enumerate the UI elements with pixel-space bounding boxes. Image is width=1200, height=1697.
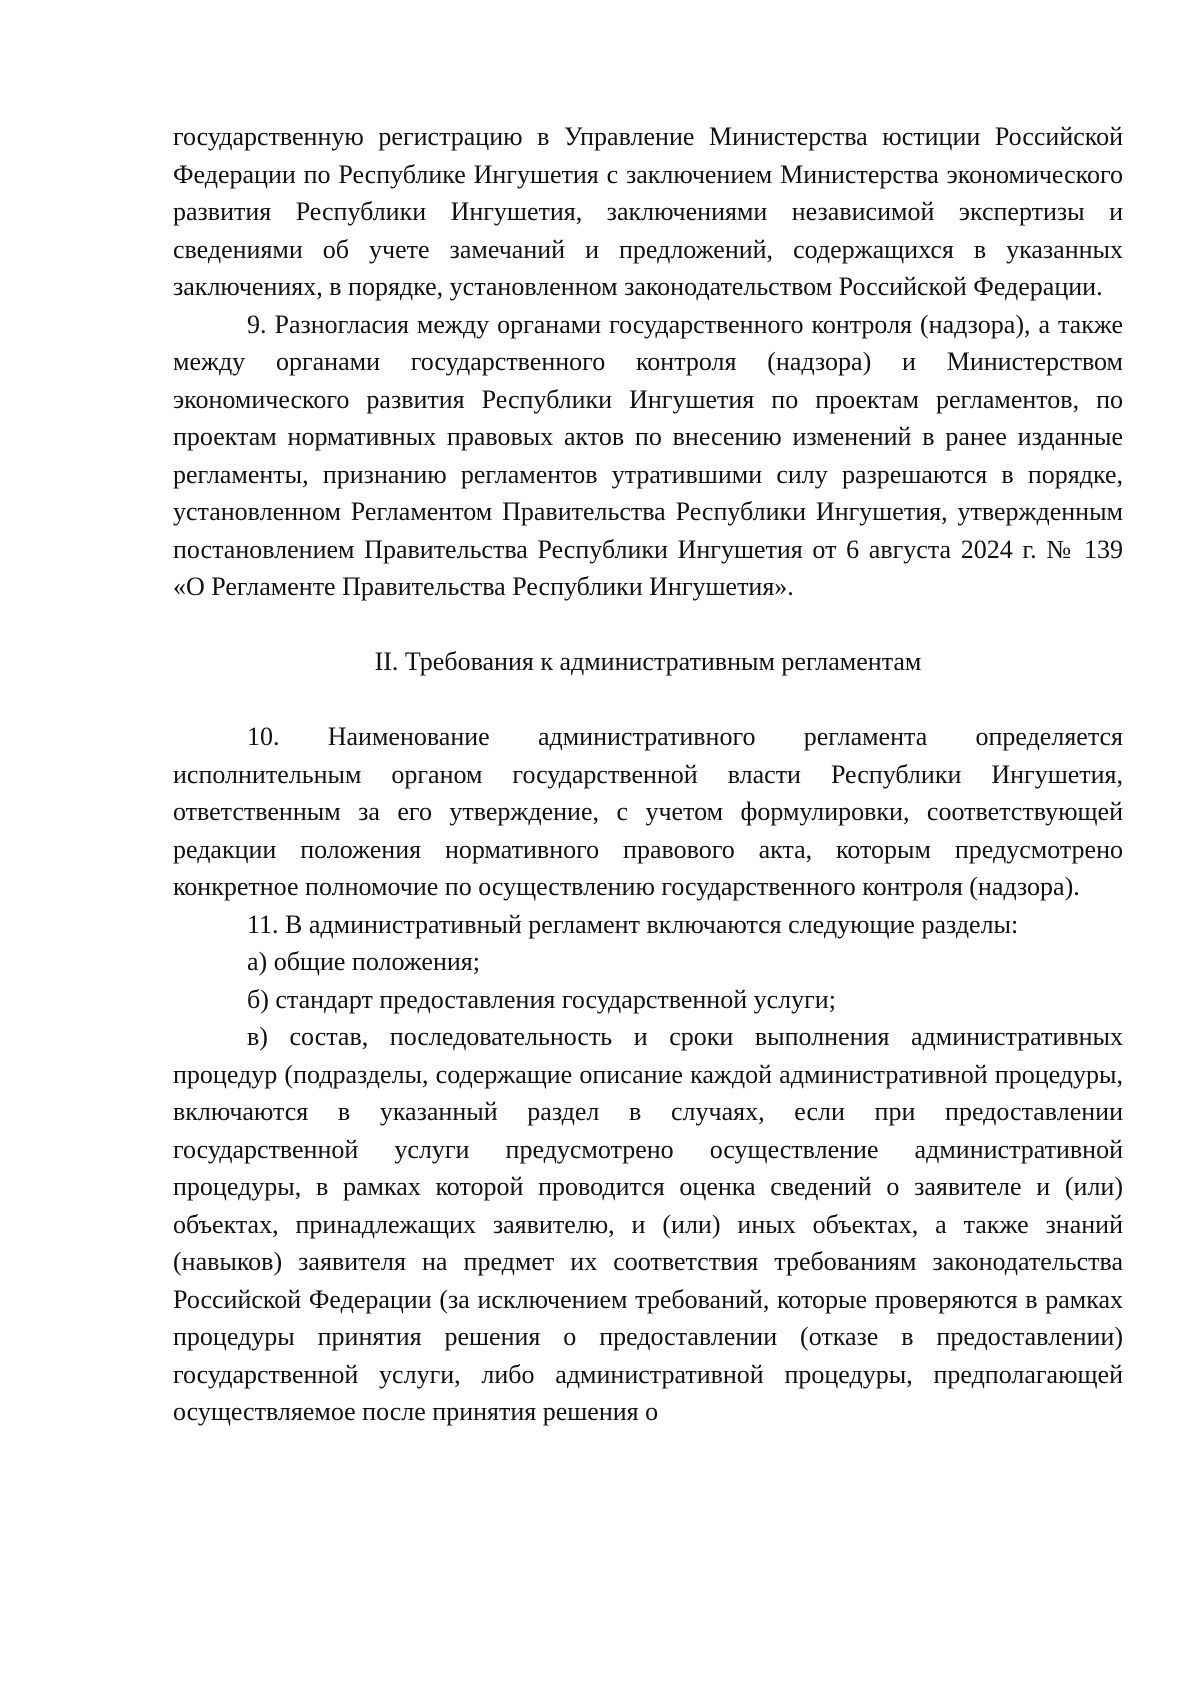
section-heading: II. Требования к административным регламентам: [374, 646, 922, 676]
paragraph-11: 11. В административный регламент включаются следующие разделы:: [247, 909, 1019, 939]
paragraph-9: 9. Разногласия между органами государственного контроля (надзора), а также между органами государственного контроля (надзора) и Министерством экономического развития Республики Ингушетия по проектам регламентов, по проектам нормативных правовых актов по внесению изменений в ранее изданные регламенты, признанию регламентов утратившими силу разрешаются в порядке, установленном Регламентом Правительства Республики Ингушетия, утвержденным постановлением Правительства Республики Ингушетия от 6 августа 2024 г. № 139 «О Регламенте Правительства Республики Ингушетия».: [173, 309, 1123, 601]
paragraph-11-v: в) состав, последовательность и сроки выполнения административных процедур (подразделы, содержащие описание каждой административной процедуры, включаются в указанный раздел в случаях, если при предоставлении государственной услуги предусмотрено осуществление административной процедуры, в рамках которой проводится оценка сведений о заявителе и (или) объектах, принадлежащих заявителю, и (или) иных объектах, а также знаний (навыков) заявителя на предмет их соответствия требованиям законодательства Российской Федерации (за исключением требований, которые проверяются в рамках процедуры принятия решения о предоставлении (отказе в предоставлении) государственной услуги, либо административной процедуры, предполагающей осуществляемое после принятия решения о: [173, 1022, 1123, 1426]
paragraph-11-b: б) стандарт предоставления государственной услуги;: [247, 984, 836, 1014]
paragraph-10: 10. Наименование административного регламента определяется исполнительным органом государственной власти Республики Ингушетия, ответственным за его утверждение, с учетом формулировки, соответствующей редакции положения нормативного правового акта, которым предусмотрено конкретное полномочие по осуществлению государственного контроля (надзора).: [173, 722, 1123, 901]
document-page: [173, 118, 1123, 1431]
paragraph-8-continuation: государственную регистрацию в Управление Министерства юстиции Российской Федерации по Республике Ингушетия с заключением Министерства экономического развития Республики Ингушетия, заключениями независимой экспертизы и сведениями об учете замечаний и предложений, содержащихся в указанных заключениях, в порядке, установленном законодательством Российской Федерации.: [173, 122, 1123, 301]
paragraph-11-a: а) общие положения;: [247, 947, 480, 976]
